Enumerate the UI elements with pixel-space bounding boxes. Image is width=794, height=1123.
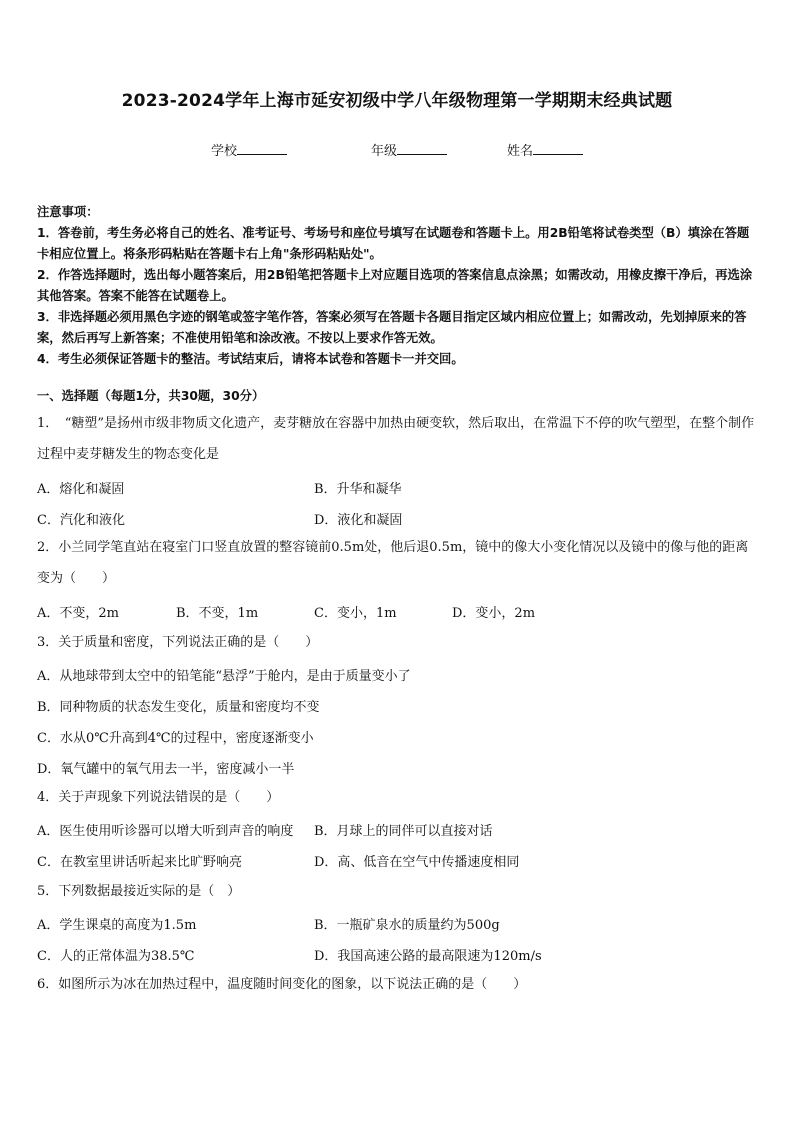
student-info-row	[0, 140, 794, 160]
name-blank	[533, 142, 583, 155]
school-field	[211, 140, 287, 159]
answer-option: D．液化和凝固	[314, 513, 403, 528]
exam-notes	[37, 202, 757, 370]
question-stem: 4．关于声现象下列说法错误的是（ ）	[37, 790, 280, 805]
answer-option: B．同种物质的状态发生变化，质量和密度均不变	[37, 700, 320, 715]
exam-title: 2023-2024学年上海市延安初级中学八年级物理第一学期期末经典试题	[121, 91, 673, 111]
answer-option: A．熔化和凝固	[37, 482, 125, 497]
answer-option: C．水从0℃升高到4℃的过程中，密度逐渐变小	[37, 731, 314, 746]
section-heading: 一、选择题（每题1分，共30题，30分）	[37, 389, 265, 403]
answer-option: A．学生课桌的高度为1.5m	[37, 918, 197, 933]
question-stem: 1． “糖塑”是扬州市级非物质文化遗产，麦芽糖放在容器中加热由硬变软，然后取出，在常温下不停的吹气塑型，在整个制作过程中麦芽糖发生的物态变化是	[37, 416, 755, 462]
answer-option: D．变小，2m	[452, 606, 536, 621]
answer-option: B．升华和凝华	[314, 482, 402, 497]
answer-option: C．在教室里讲话听起来比旷野响亮	[37, 855, 242, 870]
answer-option: A．从地球带到太空中的铅笔能“悬浮”于舱内，是由于质量变小了	[37, 669, 411, 684]
question-stem: 5．下列数据最接近实际的是（ ）	[37, 884, 241, 899]
answer-option: D．高、低音在空气中传播速度相同	[314, 855, 520, 870]
answer-option: C．变小，1m	[314, 606, 397, 621]
answer-option: A．不变，2m	[37, 606, 119, 621]
question-stem: 6．如图所示为冰在加热过程中，温度随时间变化的图象，以下说法正确的是（ ）	[37, 977, 527, 992]
question-stem: 3．关于质量和密度，下列说法正确的是（ ）	[37, 635, 319, 650]
notes-heading: 注意事项：	[37, 205, 99, 219]
note-item: 3．非选择题必须用黑色字迹的钢笔或签字笔作答，答案必须写在答题卡各题目指定区域内相应位置上；如需改动，先划掉原来的答案，然后再写上新答案；不准使用铅笔和涂改液。不按以上要求作答无效。	[37, 310, 747, 345]
grade-label: 年级	[371, 144, 398, 159]
answer-option: B．不变，1m	[176, 606, 259, 621]
note-item: 2．作答选择题时，选出每小题答案后，用2B铅笔把答题卡上对应题目选项的答案信息点涂黑；如需改动，用橡皮擦干净后，再选涂其他答案。答案不能答在试题卷上。	[37, 268, 753, 303]
note-item: 1．答卷前，考生务必将自己的姓名、准考证号、考场号和座位号填写在试题卷和答题卡上。用2B铅笔将试卷类型（B）填涂在答题卡相应位置上。将条形码粘贴在答题卡右上角"条形码粘贴处"。	[37, 226, 750, 261]
grade-blank	[397, 142, 447, 155]
grade-field	[371, 140, 447, 159]
answer-option: C．人的正常体温为38.5℃	[37, 949, 195, 964]
name-field	[507, 140, 583, 159]
answer-option: D．我国高速公路的最高限速为120m/s	[314, 949, 542, 964]
school-label: 学校	[211, 144, 238, 159]
answer-option: C．汽化和液化	[37, 513, 125, 528]
question-stem: 2．小兰同学笔直站在寝室门口竖直放置的整容镜前0.5m处，他后退0.5m，镜中的像大小变化情况以及镜中的像与他的距离变为（ ）	[37, 540, 749, 586]
answer-option: D．氧气罐中的氧气用去一半，密度减小一半	[37, 762, 295, 777]
answer-option: B．一瓶矿泉水的质量约为500g	[314, 918, 500, 933]
name-label: 姓名	[507, 144, 534, 159]
answer-option: B．月球上的同伴可以直接对话	[314, 824, 493, 839]
note-item: 4．考生必须保证答题卡的整洁。考试结束后，请将本试卷和答题卡一并交回。	[37, 352, 464, 366]
answer-option: A．医生使用听诊器可以增大听到声音的响度	[37, 824, 294, 839]
school-blank	[237, 142, 287, 155]
